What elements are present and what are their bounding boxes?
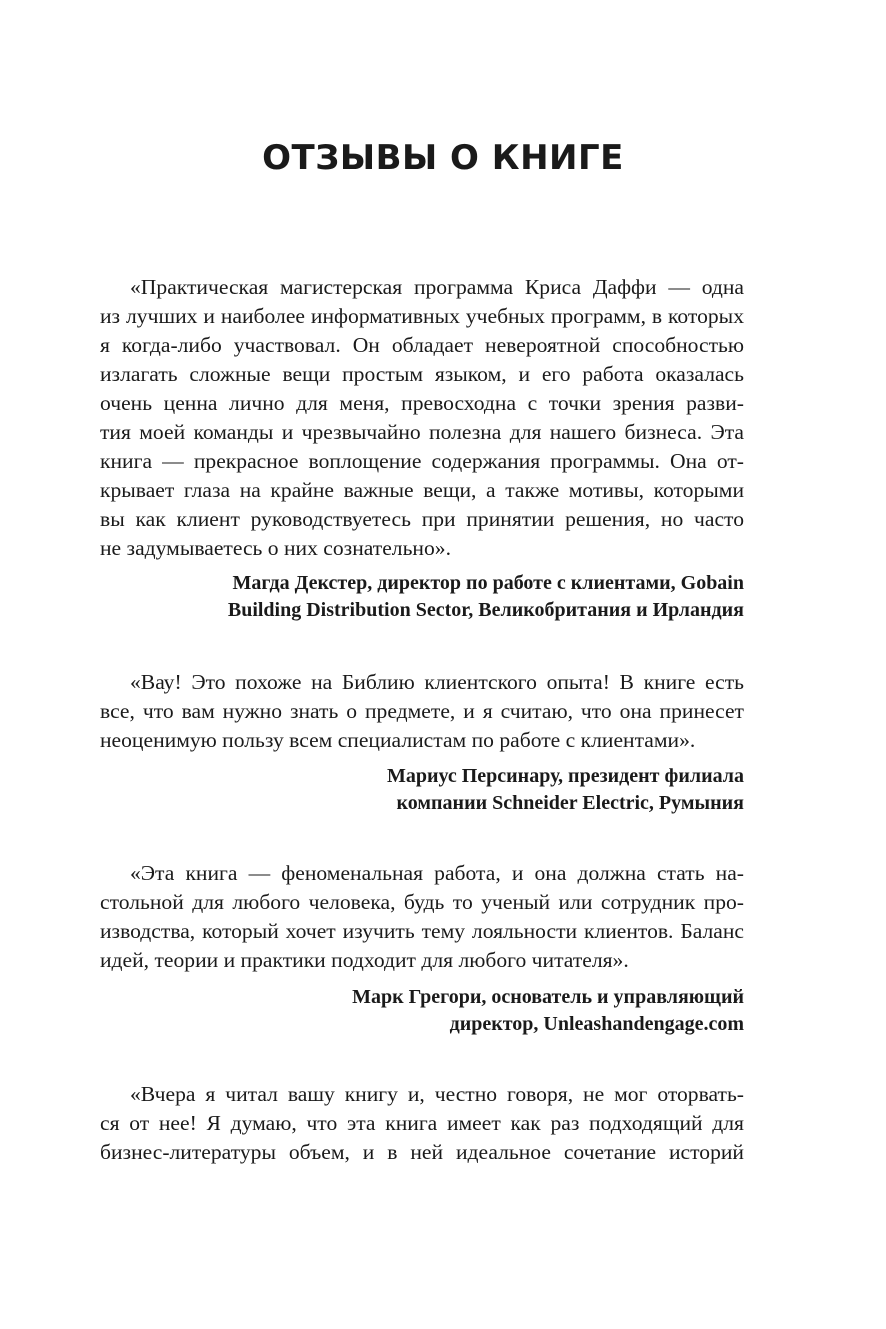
quote-line: из лучших и наиболее информативных учебных программ, в которых <box>100 304 744 328</box>
attribution-line: директор, Unleashandengage.com <box>449 1013 744 1035</box>
attribution-line: Магда Декстер, директор по работе с клиентами, Gobain <box>232 572 744 594</box>
quote-line: неоценимую пользу всем специалистам по работе с клиентами». <box>100 728 696 752</box>
attribution-line: компании Schneider Electric, Румыния <box>396 792 744 814</box>
review-attribution-3 <box>100 984 744 1038</box>
quote-line: излагать сложные вещи простым языком, и его работа оказалась <box>100 362 744 386</box>
quote-line: очень ценна лично для меня, превосходна с точки зрения разви- <box>100 391 744 415</box>
attribution-line: Мариус Персинару, президент филиала <box>386 765 744 787</box>
quote-line: идей, теории и практики подходит для любого читателя». <box>100 948 629 972</box>
quote-line: «Практическая магистерская программа Криса Даффи — одна <box>130 275 744 299</box>
quote-line: «Вау! Это похоже на Библию клиентского опыта! В книге есть <box>130 670 744 694</box>
quote-line: не задумываетесь о них сознательно». <box>100 536 451 560</box>
page-title: ОТЗЫВЫ О КНИГЕ <box>262 138 624 178</box>
review-quote-4 <box>100 1080 744 1167</box>
attribution-line: Building Distribution Sector, Великобритания и Ирландия <box>227 599 744 621</box>
quote-line: ся от нее! Я думаю, что эта книга имеет как раз подходящий для <box>100 1111 744 1135</box>
quote-line: «Эта книга — феноменальная работа, и она должна стать на- <box>130 861 744 885</box>
quote-line: я когда-либо участвовал. Он обладает невероятной способностью <box>100 333 744 357</box>
quote-line: все, что вам нужно знать о предмете, и я считаю, что она принесет <box>100 699 744 723</box>
quote-line: бизнес-литературы объем, и в ней идеальное сочетание историй <box>100 1140 744 1164</box>
review-quote-1 <box>100 273 744 563</box>
attribution-line: Марк Грегори, основатель и управляющий <box>352 986 744 1008</box>
quote-line: вы как клиент руководствуетесь при принятии решения, но часто <box>100 507 744 531</box>
quote-line: крывает глаза на крайне важные вещи, а также мотивы, которыми <box>100 478 744 502</box>
review-attribution-1 <box>100 570 744 624</box>
review-attribution-2 <box>100 763 744 817</box>
quote-line: книга — прекрасное воплощение содержания программы. Она от- <box>100 449 744 473</box>
quote-line: тия моей команды и чрезвычайно полезна для нашего бизнеса. Эта <box>100 420 744 444</box>
review-quote-2 <box>100 668 744 755</box>
quote-line: «Вчера я читал вашу книгу и, честно говоря, не мог оторвать- <box>130 1082 744 1106</box>
quote-line: изводства, который хочет изучить тему лояльности клиентов. Баланс <box>100 919 744 943</box>
review-quote-3 <box>100 859 744 975</box>
quote-line: стольной для любого человека, будь то ученый или сотрудник про- <box>100 890 744 914</box>
